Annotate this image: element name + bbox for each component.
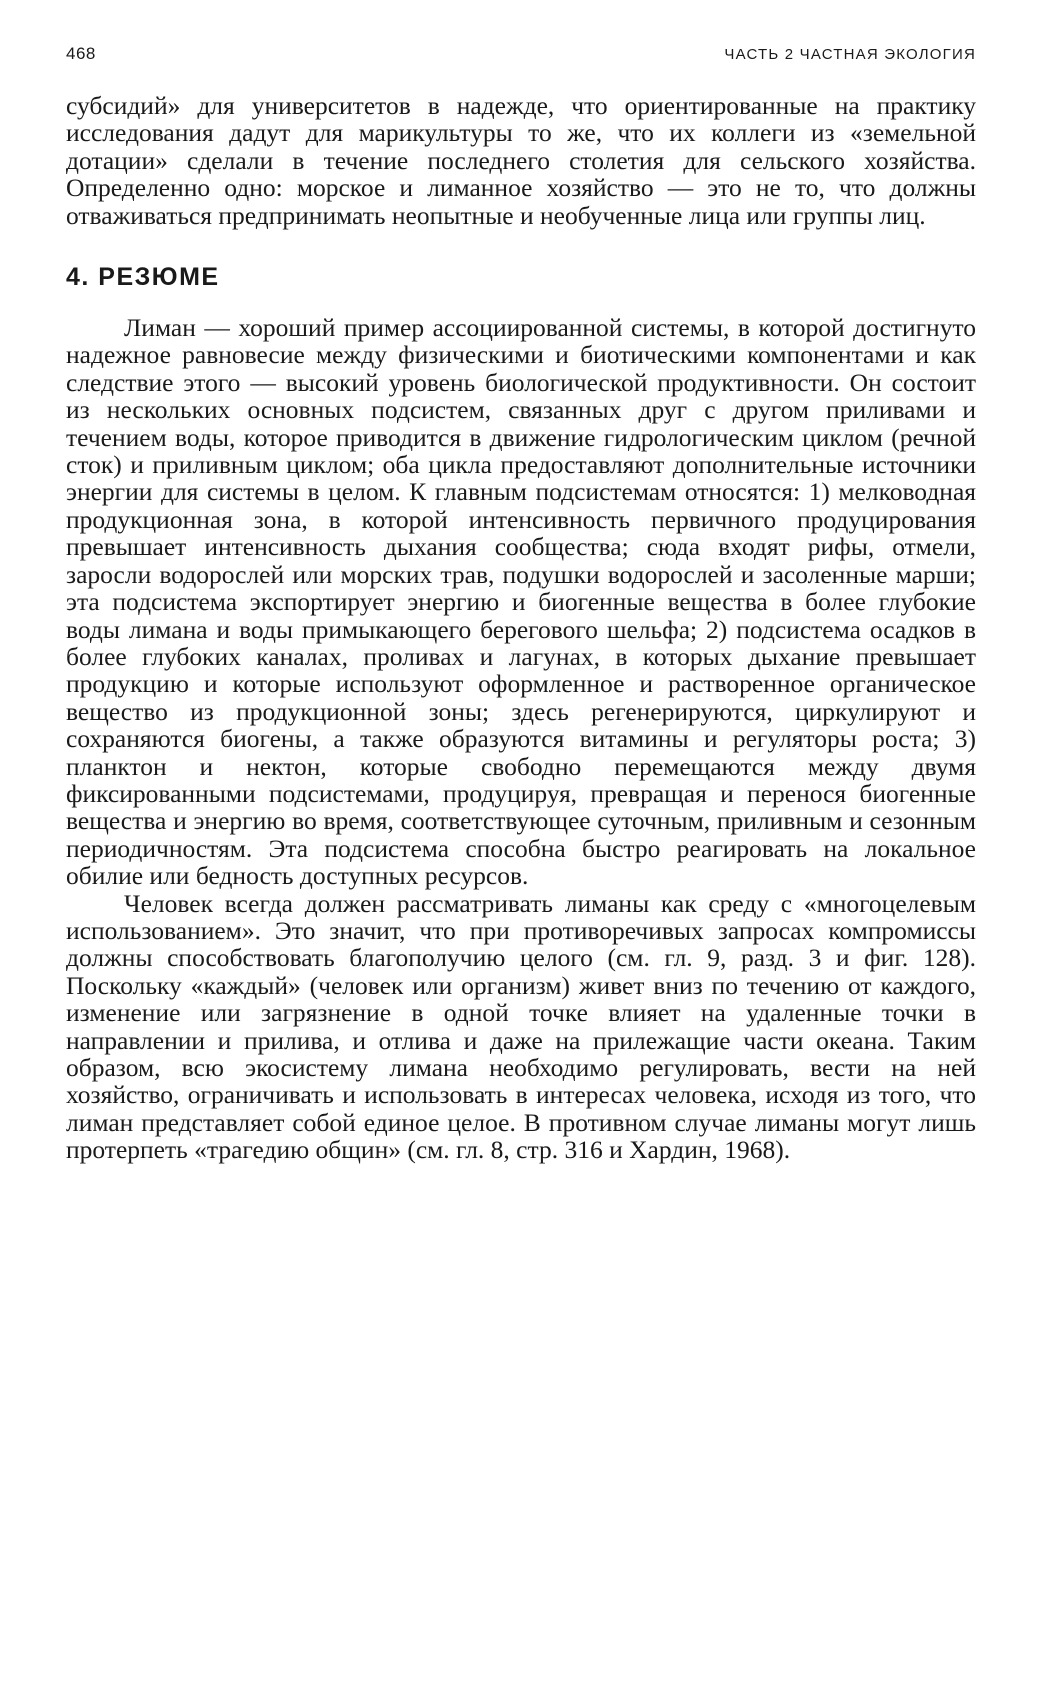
summary-paragraph-2: Человек всегда должен рассматривать лиманы как среду с «многоцелевым использованием». Это значит, что при противоречивых запросах компромиссы должны способствовать благополучию целого (см. гл. 9, разд. 3 и фиг. 128). Поскольку «каждый» (человек или организм) живет вниз по течению от каждого, изменение или загрязнение в одной точке влияет на удаленные точки в направлении и прилива, и отлива и даже на прилежащие части океана. Таким образом, всю экосистему лимана необходимо регулировать, вести на ней хозяйство, ограничивать и использовать в интересах человека, исходя из того, что лиман представляет собой единое целое. В противном случае лиманы могут лишь протерпеть «трагедию общин» (см. гл. 8, стр. 316 и Хардин, 1968).: [66, 888, 976, 1165]
running-title: ЧАСТЬ 2 ЧАСТНАЯ ЭКОЛОГИЯ: [724, 46, 976, 63]
page-header: [66, 44, 976, 64]
continued-paragraph: субсидий» для университетов в надежде, что ориентированные на практику исследования дадут для марикультуры то же, что их коллеги из «земельной дотации» сделали в течение последнего столетия для сельского хозяйства. Определенно одно: морское и лиманное хозяйство — это не то, что должны отваживаться предпринимать неопытные и необученные лица или группы лиц.: [66, 91, 976, 230]
section-heading: 4. РЕЗЮМЕ: [66, 263, 220, 292]
page-number: 468: [66, 44, 96, 63]
book-page: [66, 44, 976, 1164]
summary-paragraph-1: Лиман — хороший пример ассоциированной системы, в которой достигнуто надежное равновесие между физическими и биотическими компонентами и как следствие этого — высокий уровень биологической продуктивности. Он состоит из нескольких основных подсистем, связанных друг с другом приливами и течением воды, которое приводится в движение гидрологическим циклом (речной сток) и приливным циклом; оба цикла предоставляют дополнительные источники энергии для системы в целом. К главным подсистемам относятся: 1) мелководная продукционная зона, в которой интенсивность первичного продуцирования превышает интенсивность дыхания сообщества; сюда входят рифы, отмели, заросли водорослей или морских трав, подушки водорослей и засоленные марши; эта подсистема экспортирует энергию и биогенные вещества в более глубокие воды лимана и воды примыкающего берегового шельфа; 2) подсистема осадков в более глубоких каналах, проливах и лагунах, в которых дыхание превышает продукцию и которые используют оформленное и растворенное органическое вещество из продукционной зоны; здесь регенерируются, циркулируют и сохраняются биогены, а также образуются витамины и регуляторы роста; 3) планктон и нектон, которые свободно перемещаются между двумя фиксированными подсистемами, продуцируя, превращая и перенося биогенные вещества и энергию во время, соответствующее суточным, приливным и сезонным периодичностям. Эта подсистема способна быстро реагировать на локальное обилие или бедность доступных ресурсов.: [66, 313, 976, 891]
